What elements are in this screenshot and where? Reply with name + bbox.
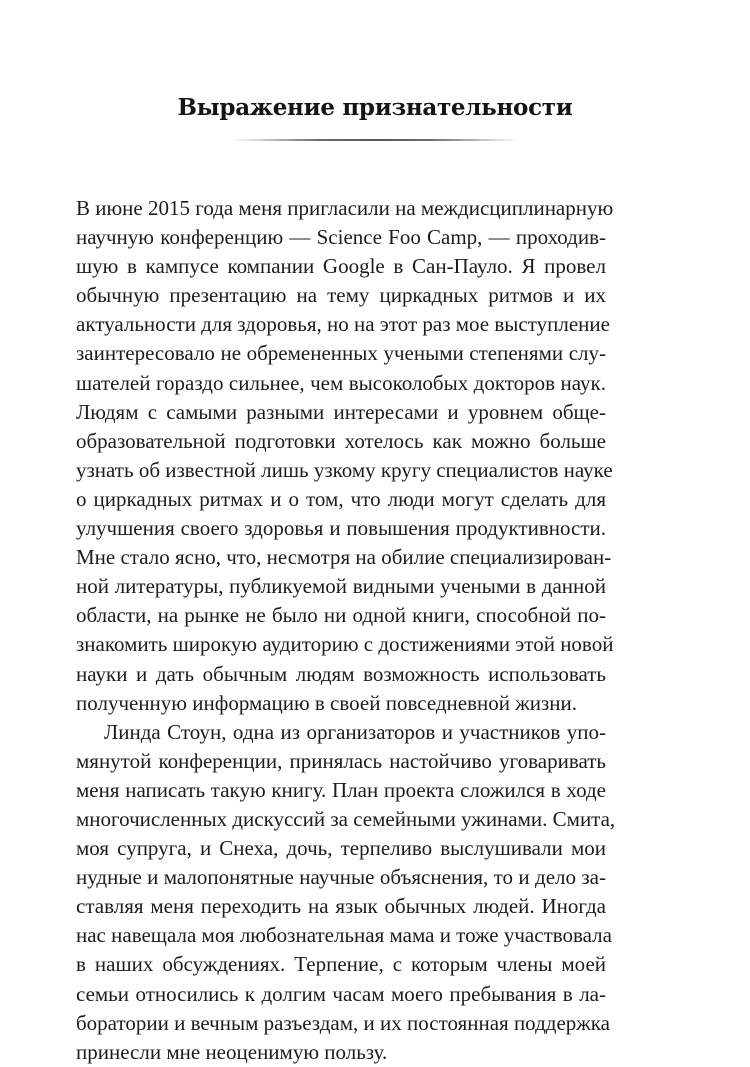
text-line: научную конференцию — Science Foo Camp, — проходив- (76, 225, 606, 250)
text-line: мянутой конференции, принялась настойчиво уговаривать (76, 748, 606, 773)
text-line: многочисленных дискуссий за семейными ужинами. Смита, (76, 806, 616, 831)
text-line: полученную информацию в своей повседневной жизни. (76, 690, 578, 715)
text-line: семьи относились к долгим часам моего пребывания в ла- (76, 981, 606, 1006)
text-line: нас навещала моя любознательная мама и тоже участвовала (76, 923, 612, 948)
text-line: моя супруга, и Снеха, дочь, терпеливо выслушивали мои (76, 836, 606, 861)
text-line: Людям с самыми разными интересами и уровнем обще- (76, 399, 606, 424)
text-line: ной литературы, публикуемой видными учеными в данной (76, 574, 606, 599)
paragraph-1 (76, 194, 614, 718)
text-line: актуальности для здоровья, но на этот раз мое выступление (76, 312, 610, 337)
text-line: о циркадных ритмах и о том, что люди могут сделать для (76, 486, 606, 511)
text-line: боратории и вечным разъездам, и их постоянная поддержка (76, 1010, 610, 1035)
text-line: нудные и малопонятные научные объяснения, то и дело за- (76, 865, 606, 890)
text-line: узнать об известной лишь узкому кругу специалистов науке (76, 457, 613, 482)
text-line: знакомить широкую аудиторию с достижениями этой новой (76, 632, 614, 657)
text-line: заинтересовало не обремененных учеными степенями слу- (76, 341, 606, 366)
text-line: Мне стало ясно, что, несмотря на обилие специализирован- (76, 545, 612, 570)
text-line: шую в кампусе компании Google в Сан-Пауло. Я провел (76, 254, 606, 279)
text-line: образовательной подготовки хотелось как можно больше (76, 428, 606, 453)
text-line: в наших обсуждениях. Терпение, с которым члены моей (76, 952, 606, 977)
chapter-title: Выражение признательности (177, 94, 573, 121)
paragraph-2 (76, 718, 616, 1067)
body-text (76, 194, 616, 1067)
text-line: обычную презентацию на тему циркадных ритмов и их (76, 283, 606, 308)
text-line: области, на рынке не было ни одной книги, способной по- (76, 603, 606, 628)
text-line: принесли мне неоценимую пользу. (76, 1039, 388, 1064)
text-line: науки и дать обычным людям возможность использовать (76, 661, 606, 686)
text-line: шателей гораздо сильнее, чем высоколобых докторов наук. (76, 370, 606, 395)
text-line: В июне 2015 года меня пригласили на междисциплинарную (76, 196, 614, 220)
title-divider (232, 139, 518, 141)
text-line: меня написать такую книгу. План проекта сложился в ходе (76, 777, 606, 802)
text-line: Линда Стоун, одна из организаторов и участников упо- (104, 719, 606, 744)
text-line: ставляя меня переходить на язык обычных людей. Иногда (76, 894, 606, 919)
text-line: улучшения своего здоровья и повышения продуктивности. (76, 516, 606, 541)
